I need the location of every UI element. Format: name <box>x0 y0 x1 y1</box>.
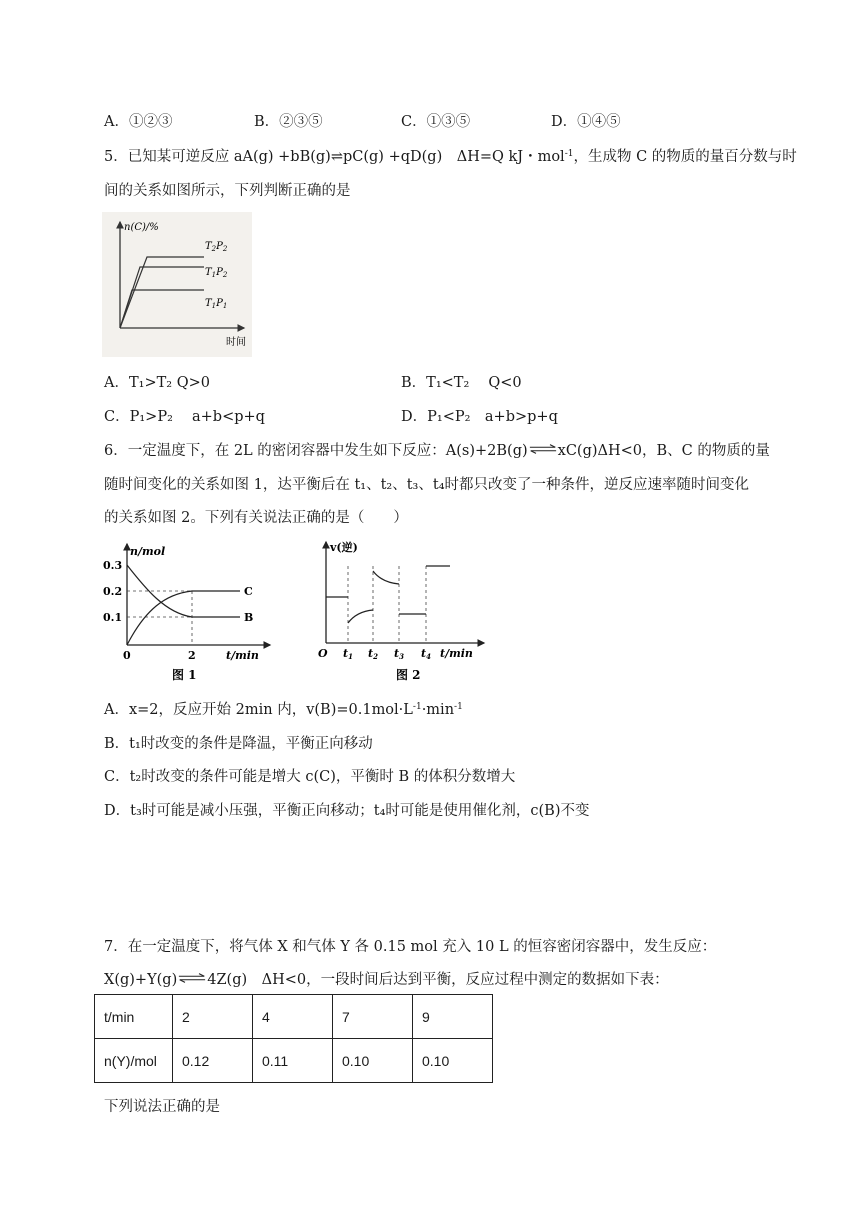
table-cell: 2 <box>173 995 253 1039</box>
q6-figure-1 <box>100 538 275 683</box>
fig2-segment-1 <box>348 610 373 623</box>
fig2-xtick-o: O <box>318 647 328 660</box>
q5-label-t1p2: $T_1P_2$ <box>205 267 228 279</box>
table-cell: t/min <box>95 995 173 1039</box>
fig1-ylabel: n/mol <box>130 545 166 558</box>
q5-option-a: A．T₁>T₂ Q>0 <box>104 375 210 391</box>
q5-option-c: C．P₁>P₂ a+b<p+q <box>104 409 265 425</box>
fig2-segment-2 <box>373 571 399 584</box>
fig1-xlabel: t/min <box>226 649 259 662</box>
table-cell: 0.10 <box>413 1039 493 1083</box>
table-cell: 9 <box>413 995 493 1039</box>
q5-ylabel: n(C)/% <box>124 222 159 233</box>
fig1-caption: 图 1 <box>172 668 197 682</box>
fig2-xtick-t2: t2 <box>368 647 378 661</box>
q5-label-t1p1: $T_1P_1$ <box>205 298 228 310</box>
q4-option-b: B．②③⑤ <box>254 114 323 130</box>
q6-option-a: A．x=2，反应开始 2min 内，$v(B)=0.1mol\cdot L^{-1}\cdot\min^{-1}$ <box>104 702 463 718</box>
fig2-ylabel: v(逆) <box>330 541 358 554</box>
q4-option-a: A．①②③ <box>104 114 173 130</box>
fig1-series-c: C <box>244 585 253 598</box>
q5-curve-t1p2 <box>120 267 204 328</box>
table-row <box>95 1039 493 1083</box>
q5-label-t2p2: $T_2P_2$ <box>205 241 228 253</box>
fig2-xtick-t3: t3 <box>394 647 404 661</box>
q5-stem-line1: 5．已知某可逆反应 aA(g) +bB(g)⇌pC(g) +qD(g) ΔH=Q kJ・mol$^{-1}$，生成物 C 的物质的量百分数与时 <box>104 149 797 165</box>
fig1-ytick-02: 0.2 <box>103 585 123 598</box>
equilibrium-arrow-icon <box>178 972 206 984</box>
q6-option-b: B．t₁时改变的条件是降温，平衡正向移动 <box>104 736 373 752</box>
table-cell: 0.11 <box>253 1039 333 1083</box>
q7-after-table: 下列说法正确的是 <box>104 1099 220 1115</box>
q4-option-c: C．①③⑤ <box>401 114 471 130</box>
q5-xlabel: 时间 <box>226 337 246 348</box>
q6-figure-2 <box>310 538 490 683</box>
q5-option-b: B．T₁<T₂ Q<0 <box>401 375 522 391</box>
fig1-ytick-03: 0.3 <box>103 559 123 572</box>
q6-stem-line3: 的关系如图 2。下列有关说法正确的是（ ） <box>104 510 408 526</box>
q5-curve-t2p2 <box>120 257 204 328</box>
fig1-curve-c <box>127 591 240 645</box>
fig2-caption: 图 2 <box>396 668 421 682</box>
fig2-xtick-t4: t4 <box>421 647 431 661</box>
q6-stem-line1: 6．一定温度下，在 2L 的密闭容器中发生如下反应：A(s)+2B(g) xC(g)ΔH<0，B、C 的物质的量 <box>104 443 770 459</box>
fig2-xlabel: t/min <box>440 647 473 660</box>
table-row <box>95 995 493 1039</box>
q7-data-table <box>94 994 493 1083</box>
equilibrium-arrow-icon <box>529 443 557 455</box>
q5-option-d: D．P₁<P₂ a+b>p+q <box>401 409 558 425</box>
q6-option-d: D．t₃时可能是减小压强，平衡正向移动；t₄时可能是使用催化剂，c(B)不变 <box>104 803 590 819</box>
q5-figure <box>102 212 252 357</box>
q7-stem-line2: X(g)+Y(g) 4Z(g) ΔH<0，一段时间后达到平衡，反应过程中测定的数据如下表： <box>104 972 669 988</box>
fig1-xtick-2: 2 <box>188 649 196 662</box>
fig1-series-b: B <box>244 611 254 624</box>
q5-stem-line2: 间的关系如图所示，下列判断正确的是 <box>104 183 351 199</box>
q6-stem-line2: 随时间变化的关系如图 1，达平衡后在 t₁、t₂、t₃、t₄时都只改变了一种条件，逆反应速率随时间变化 <box>104 477 749 493</box>
table-cell: 4 <box>253 995 333 1039</box>
q4-option-d: D．①④⑤ <box>551 114 621 130</box>
fig1-xtick-0: 0 <box>123 649 131 662</box>
q7-stem-line1: 7．在一定温度下，将气体 X 和气体 Y 各 0.15 mol 充入 10 L 的恒容密闭容器中，发生反应： <box>104 939 717 955</box>
q6-option-c: C．t₂时改变的条件可能是增大 c(C)，平衡时 B 的体积分数增大 <box>104 769 516 785</box>
table-cell: 7 <box>333 995 413 1039</box>
table-cell: 0.10 <box>333 1039 413 1083</box>
table-cell: 0.12 <box>173 1039 253 1083</box>
fig2-xtick-t1: t1 <box>343 647 353 661</box>
fig1-ytick-01: 0.1 <box>103 611 123 624</box>
table-cell: n(Y)/mol <box>95 1039 173 1083</box>
